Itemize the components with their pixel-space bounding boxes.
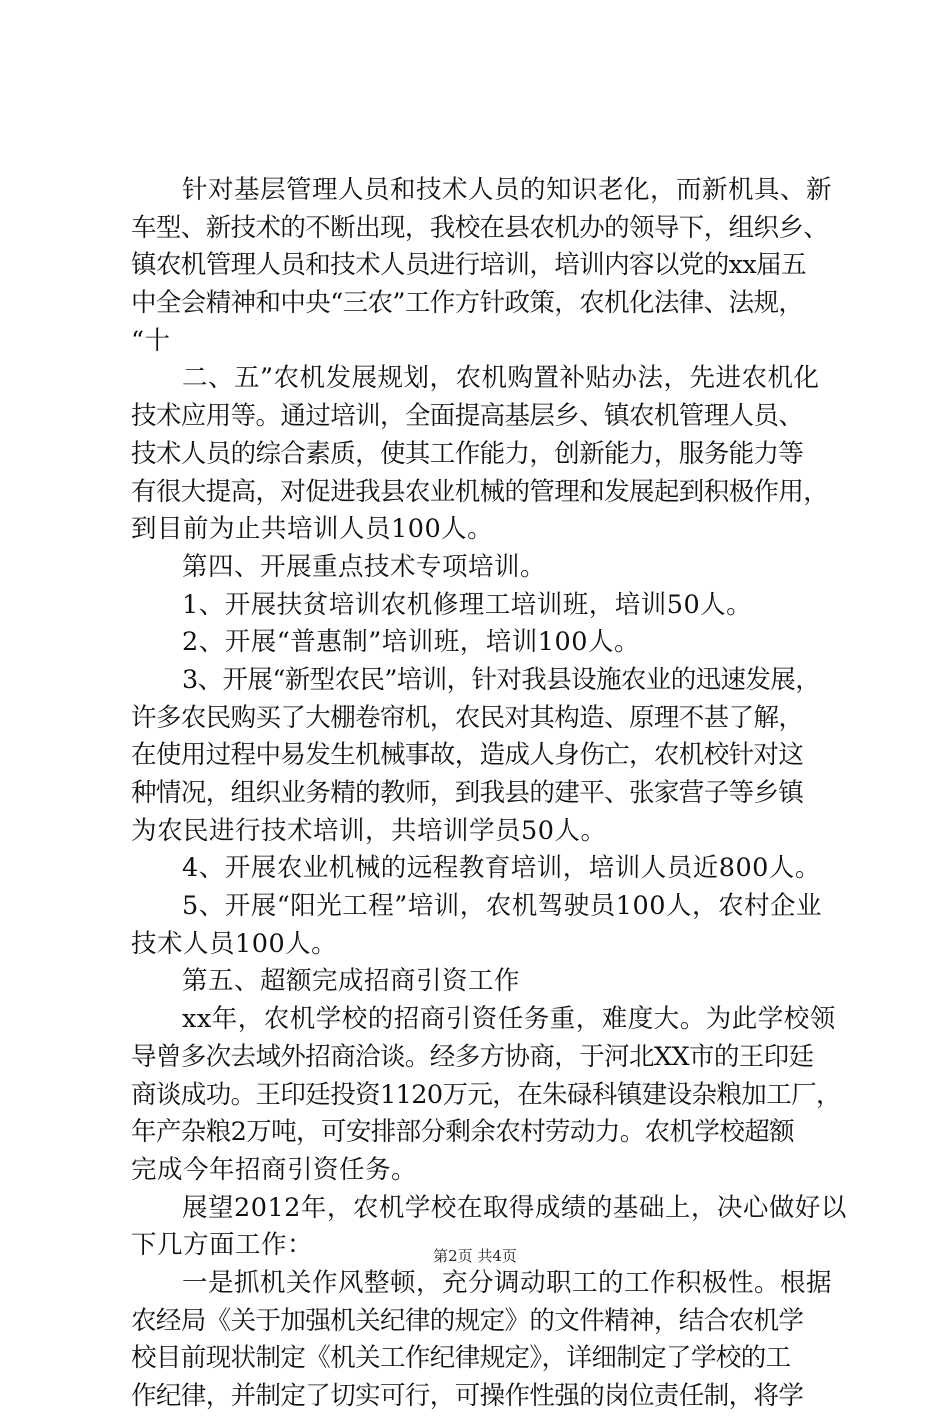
- page-footer: [0, 1245, 950, 1266]
- list-item: 1、开展扶贫培训农机修理工培训班，培训50人。: [182, 589, 753, 620]
- section-heading: 第五、超额完成招商引资工作: [182, 966, 521, 997]
- list-item: 4、开展农业机械的远程教育培训，培训人员近800人。: [182, 853, 821, 884]
- paragraph-line: 一是抓机关作风整顿，充分调动职工的工作积极性。根据: [182, 1267, 833, 1298]
- paragraph-line: 针对基层管理人员和技术人员的知识老化，而新机具、新: [182, 175, 833, 205]
- paragraph-line: 二、五”农机发展规划，农机购置补贴办法，先进农机化: [182, 363, 820, 394]
- paragraph-line: 技术人员的综合素质，使其工作能力，创新能力，服务能力等: [131, 438, 804, 469]
- paragraph-line: “十: [131, 325, 171, 356]
- paragraph-line: 作纪律，并制定了切实可行，可操作性强的岗位责任制，将学: [131, 1381, 804, 1411]
- paragraph-line: 在使用过程中易发生机械事故，造成人身伤亡，农机校针对这: [131, 740, 804, 771]
- paragraph-line: 导曾多次去域外招商洽谈。经多方协商，于河北XX市的王印廷: [131, 1041, 814, 1072]
- paragraph-line: 镇农机管理人员和技术人员进行培训，培训内容以党的xx届五: [131, 250, 806, 281]
- page-number: 第2页 共4页: [433, 1247, 517, 1265]
- paragraph-line: 车型、新技术的不断出现，我校在县农机办的领导下，组织乡、: [131, 212, 829, 243]
- paragraph-line: 商谈成功。王印廷投资1120万元，在朱碌科镇建设杂粮加工厂，: [131, 1079, 841, 1110]
- paragraph-line: 下几方面工作：: [131, 1230, 314, 1261]
- paragraph-line: xx年，农机学校的招商引资任务重，难度大。为此学校领: [182, 1004, 836, 1035]
- paragraph-line: 种情况，组织业务精的教师，到我县的建平、张家营子等乡镇: [131, 778, 804, 808]
- paragraph-line: 完成今年招商引资任务。: [131, 1154, 418, 1185]
- paragraph-line: 到目前为止共培训人员100人。: [131, 514, 494, 545]
- paragraph-line: 许多农民购买了大棚卷帘机，农民对其构造、原理不甚了解，: [131, 702, 804, 733]
- paragraph-line: 农经局《关于加强机关纪律的规定》的文件精神，结合农机学: [131, 1305, 804, 1336]
- list-item: 3、开展“新型农民”培训，针对我县设施农业的迅速发展，: [182, 664, 821, 695]
- document-body: [131, 172, 847, 1416]
- paragraph-line: 技术应用等。通过培训，全面提高基层乡、镇农机管理人员、: [131, 401, 804, 432]
- paragraph-line: 技术人员100人。: [131, 928, 338, 959]
- paragraph-line: 展望2012年，农机学校在取得成绩的基础上，决心做好以: [182, 1192, 847, 1223]
- section-heading: 第四、开展重点技术专项培训。: [182, 551, 547, 582]
- list-item: 5、开展“阳光工程”培训，农机驾驶员100人，农村企业: [182, 891, 822, 922]
- paragraph-line: 中全会精神和中央“三农”工作方针政策，农机化法律、法规，: [131, 288, 804, 319]
- paragraph-line: 为农民进行技术培训，共培训学员50人。: [131, 815, 607, 846]
- paragraph-line: 有很大提高，对促进我县农业机械的管理和发展起到积极作用，: [131, 476, 829, 507]
- list-item: 2、开展“普惠制”培训班，培训100人。: [182, 627, 640, 658]
- paragraph-line: 年产杂粮2万吨，可安排部分剩余农村劳动力。农机学校超额: [131, 1117, 795, 1148]
- paragraph-line: 校目前现状制定《机关工作纪律规定》，详细制定了学校的工: [131, 1343, 791, 1374]
